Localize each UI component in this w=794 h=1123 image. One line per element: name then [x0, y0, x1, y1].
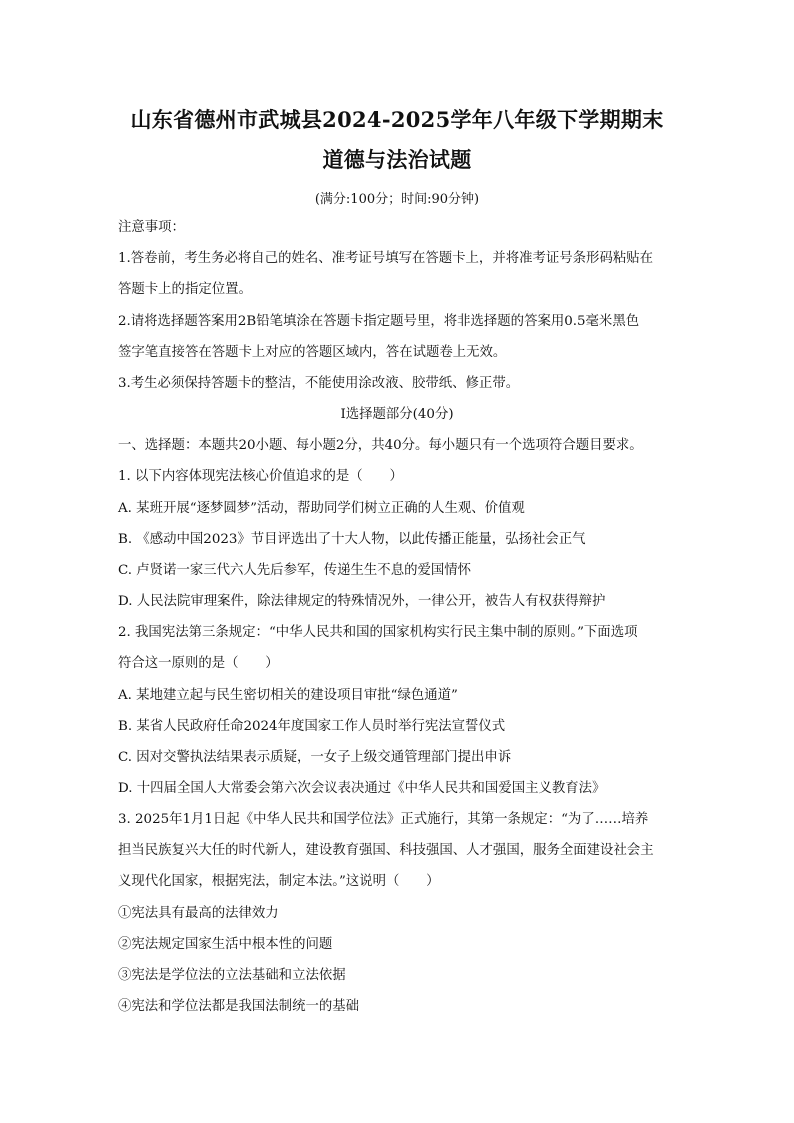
q1-option-d: D. 人民法院审理案件，除法律规定的特殊情况外，一律公开，被告人有权获得辩护 — [118, 594, 606, 609]
q3-statement-2: ②宪法规定国家生活中根本性的问题 — [118, 937, 333, 952]
q2-option-a: A. 某地建立起与民生密切相关的建设项目审批“绿色通道” — [118, 688, 458, 703]
q3-statement-4: ④宪法和学位法都是我国法制统一的基础 — [118, 999, 360, 1014]
q2-option-d: D. 十四届全国人大常委会第六次会议表决通过《中华人民共和国爱国主义教育法》 — [118, 781, 606, 796]
exam-title-line1: 山东省德州市武城县2024-2025学年八年级下学期期末 — [130, 107, 664, 132]
notice-item-2-line-2: 签字笔直接答在答题卡上对应的答题区域内，答在试题卷上无效。 — [118, 345, 507, 360]
q3-stem-line-3: 义现代化国家，根据宪法，制定本法。”这说明（ ） — [118, 874, 440, 889]
q2-stem-line-1: 2. 我国宪法第三条规定：“中华人民共和国的国家机构实行民主集中制的原则。”下面选项 — [118, 625, 638, 640]
q1-stem: 1. 以下内容体现宪法核心价值追求的是（ ） — [118, 469, 403, 484]
q3-statement-3: ③宪法是学位法的立法基础和立法依据 — [118, 968, 346, 983]
notice-item-1-line-1: 1.答卷前，考生务必将自己的姓名、准考证号填写在答题卡上，并将准考证号条形码粘贴在 — [118, 251, 654, 266]
q2-option-c: C. 因对交警执法结果表示质疑，一女子上级交通管理部门提出申诉 — [118, 750, 512, 765]
notice-item-1-line-2: 答题卡上的指定位置。 — [118, 282, 252, 297]
notice-item-3: 3.考生必须保持答题卡的整洁，不能使用涂改液、胶带纸、修正带。 — [118, 376, 520, 391]
q3-statement-1: ①宪法具有最高的法律效力 — [118, 906, 279, 921]
notice-heading: 注意事项： — [118, 220, 185, 235]
exam-title-line2: 道德与法治试题 — [322, 147, 472, 172]
q1-option-c: C. 卢贤诺一家三代六人先后参军，传递生生不息的爱国情怀 — [118, 563, 472, 578]
section-1-header: Ⅰ选择题部分(40分) — [340, 407, 454, 422]
notice-item-2-line-1: 2.请将选择题答案用2B铅笔填涂在答题卡指定题号里，将非选择题的答案用0.5毫米黑色 — [118, 314, 640, 329]
exam-score-time: (满分:100分；时间:90分钟) — [314, 192, 480, 207]
q2-option-b: B. 某省人民政府任命2024年度国家工作人员时举行宪法宣誓仪式 — [118, 719, 506, 734]
q2-stem-line-2: 符合这一原则的是（ ） — [118, 656, 279, 671]
q1-option-b: B. 《感动中国2023》节目评选出了十大人物，以此传播正能量，弘扬社会正气 — [118, 532, 586, 547]
q1-option-a: A. 某班开展“逐梦圆梦”活动，帮助同学们树立正确的人生观、价值观 — [118, 501, 525, 516]
q3-stem-line-1: 3. 2025年1月1日起《中华人民共和国学位法》正式施行，其第一条规定：“为了……培养 — [118, 812, 649, 827]
q3-stem-line-2: 担当民族复兴大任的时代新人，建设教育强国、科技强国、人才强国，服务全面建设社会主 — [118, 843, 654, 858]
section-1-instruction: 一、选择题：本题共20小题、每小题2分，共40分。每小题只有一个选项符合题目要求。 — [118, 438, 643, 453]
